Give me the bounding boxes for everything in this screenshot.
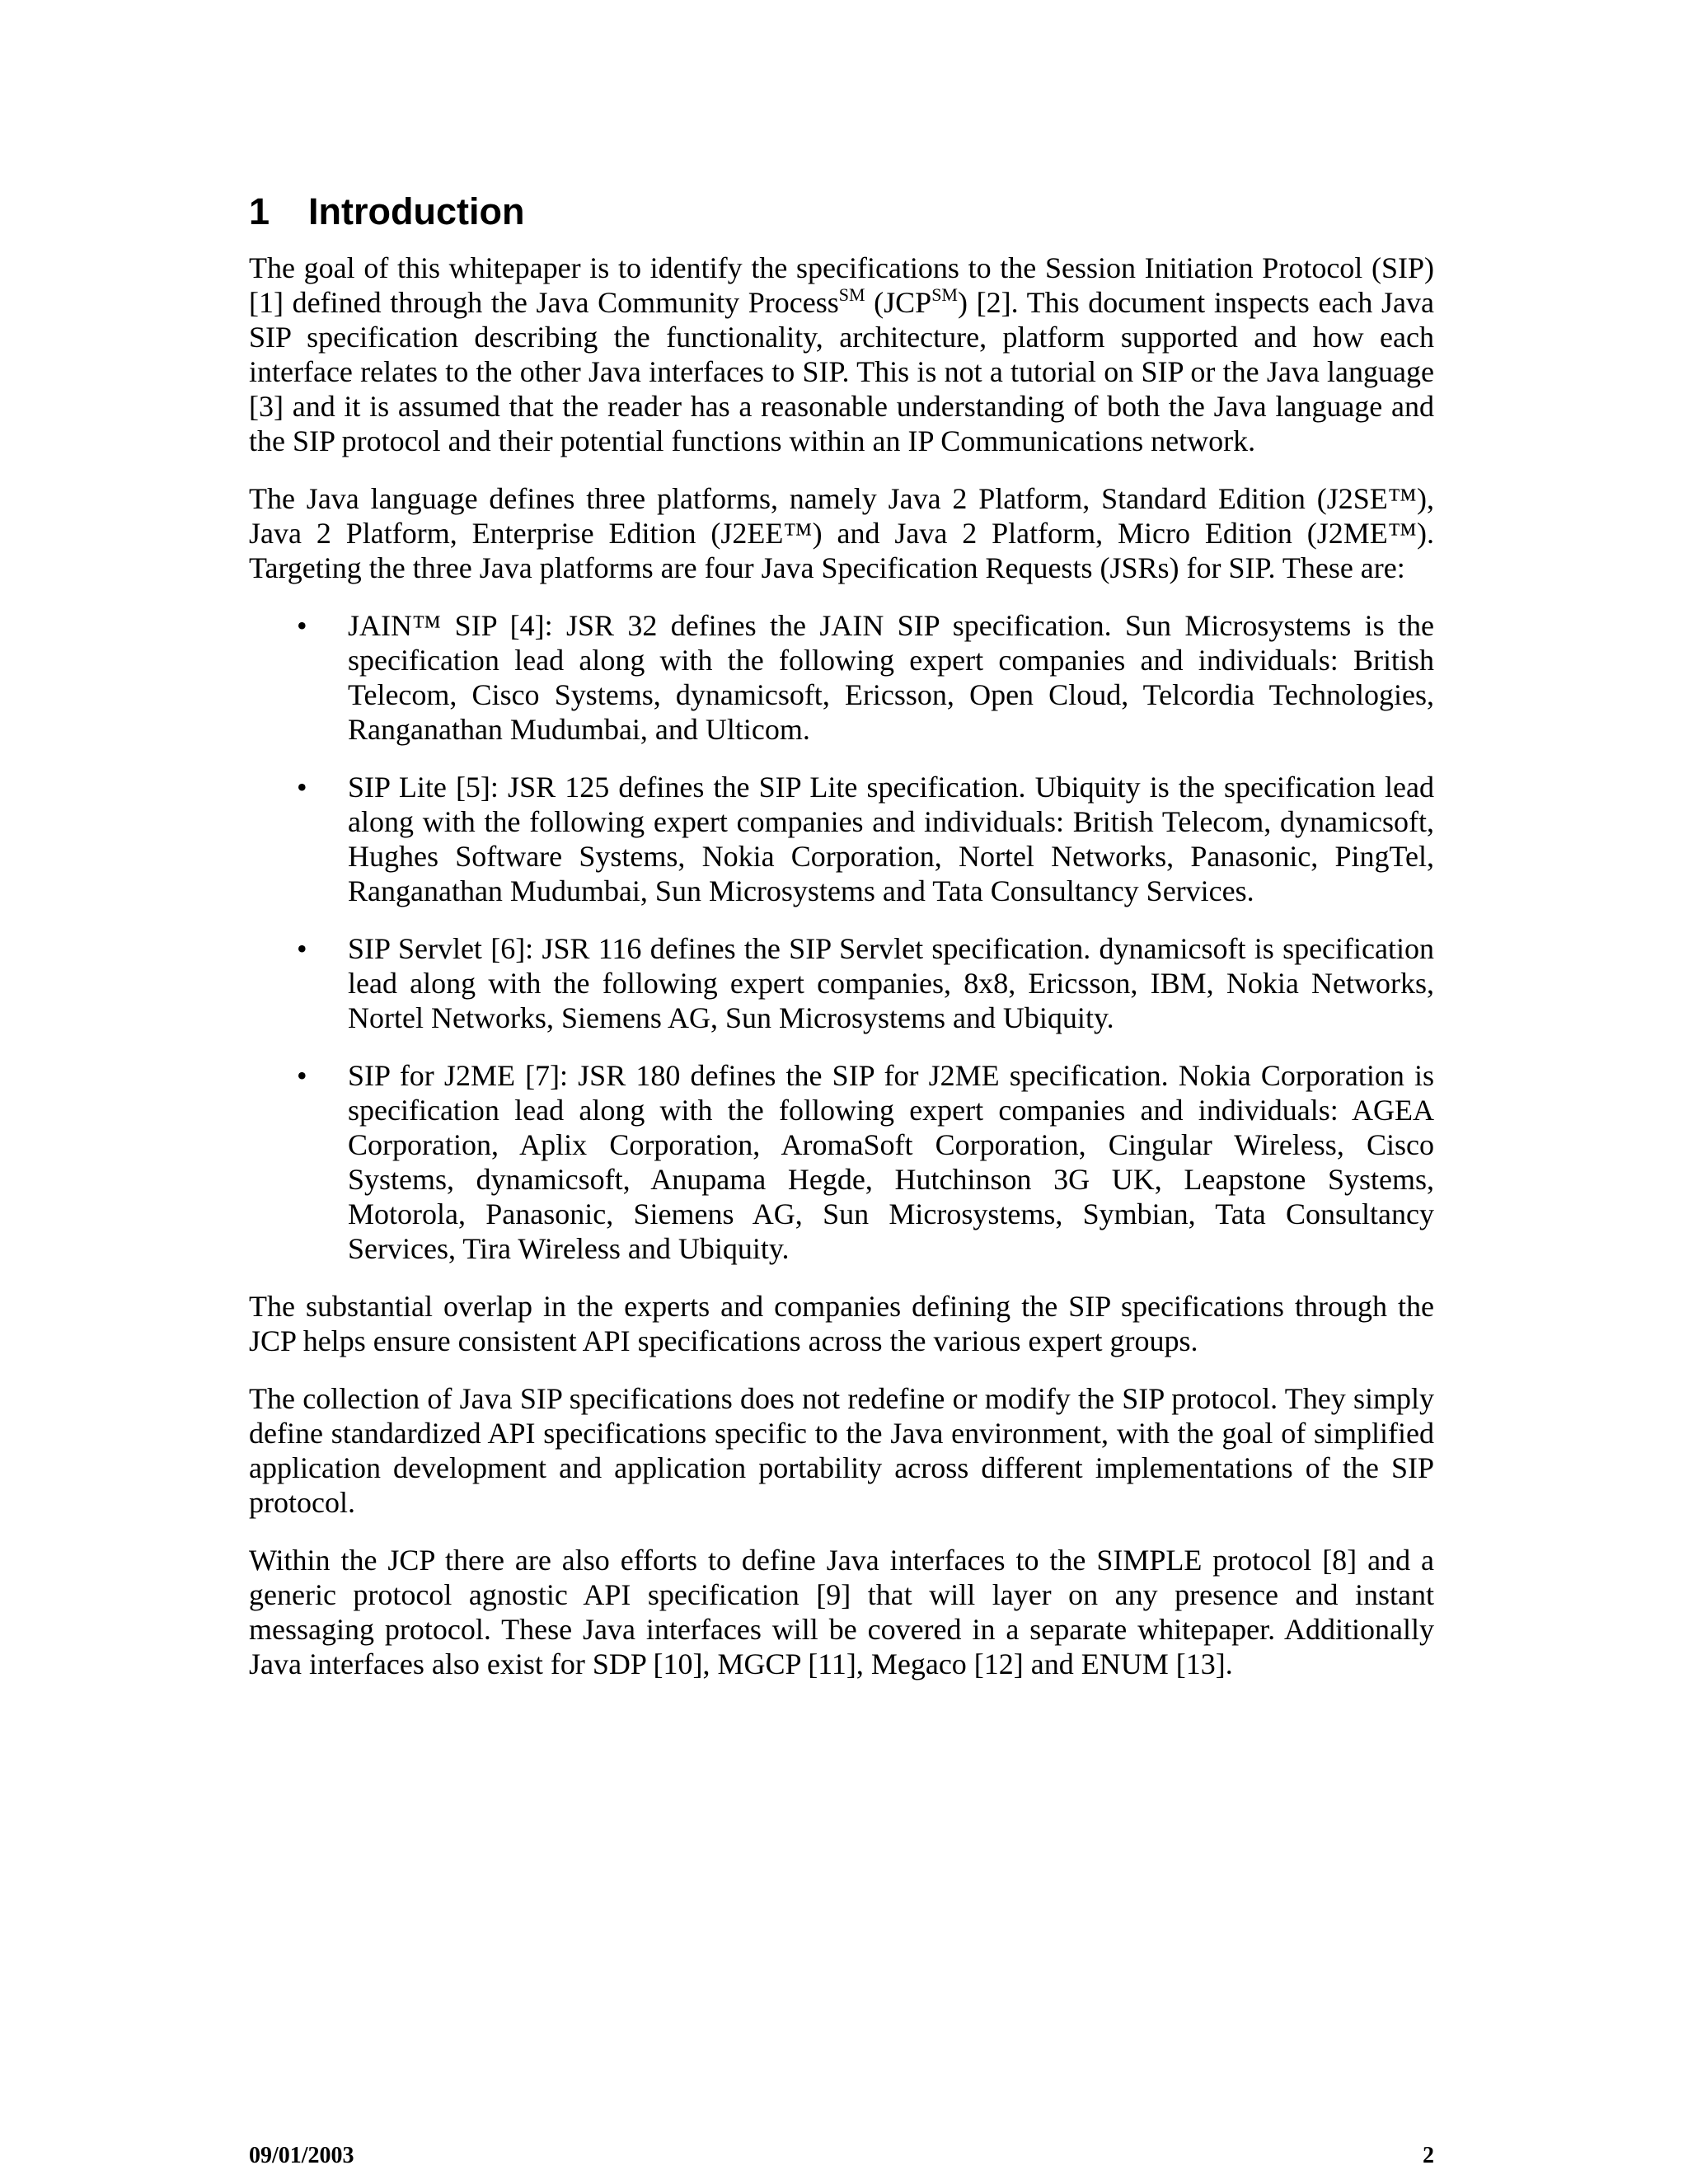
overlap-paragraph: The substantial overlap in the experts and companies defining the SIP specifications through the JCP helps ensure consistent API specifications across the various expert groups.: [249, 1290, 1434, 1357]
intro-text-1: The goal of this whitepaper is to identify the specifications to the Session Initiation Protocol (SIP) [1] defined through the Java Community Process: [249, 251, 1434, 319]
list-item-text: SIP Servlet [6]: JSR 116 defines the SIP Servlet specification. dynamicsoft is specification lead along with the following expert companies, 8x8, Ericsson, IBM, Nokia Networks, Nortel Networks, Siemens AG, Sun Microsystems and Ubiquity.: [348, 932, 1434, 1034]
list-item: [249, 608, 1434, 747]
jsr-list: [249, 608, 1434, 1266]
footer-date: 09/01/2003: [249, 2143, 354, 2168]
intro-text-2: (JCP: [865, 286, 932, 319]
collection-paragraph: The collection of Java SIP specifications does not redefine or modify the SIP protocol. They simply define standardized API specifications specific to the Java environment, with the goal of simplified application development and application portability across different implementations of the SIP protocol.: [249, 1382, 1434, 1519]
bullet-icon: •: [297, 609, 307, 642]
section-number: 1: [249, 190, 270, 232]
list-item: [249, 770, 1434, 908]
service-mark-2: SM: [931, 284, 958, 305]
platforms-paragraph: The Java language defines three platforms, namely Java 2 Platform, Standard Edition (J2SE™), Java 2 Platform, Enterprise Edition (J2EE™) and Java 2 Platform, Micro Edition (J2ME™). Targeting the three Java platforms are four Java Specification Requests (JSRs) for SIP. These are:: [249, 482, 1434, 584]
bullet-icon: •: [297, 771, 307, 804]
section-title: Introduction: [308, 190, 525, 232]
list-item-text: SIP Lite [5]: JSR 125 defines the SIP Lite specification. Ubiquity is the specification lead along with the following expert companies and individuals: British Telecom, dynamicsoft, Hughes Software Systems, Nokia Corporation, Nortel Networks, Panasonic, PingTel, Ranganathan Mudumbai, Sun Microsystems and Tata Consultancy Services.: [348, 771, 1434, 907]
intro-text-3: ) [2]. This document inspects each Java SIP specification describing the functionality, architecture, platform supported and how each interface relates to the other Java interfaces to SIP. This is not a tutorial on SIP or the Java language [3] and it is assumed that the reader has a reasonable understanding of both the Java language and the SIP protocol and their potential functions within an IP Communications network.: [249, 286, 1434, 457]
list-item: [249, 931, 1434, 1035]
service-mark-1: SM: [838, 284, 865, 305]
list-item: [249, 1058, 1434, 1266]
bullet-icon: •: [297, 1059, 307, 1092]
footer-page-number: 2: [1423, 2143, 1434, 2168]
within-jcp-paragraph: Within the JCP there are also efforts to define Java interfaces to the SIMPLE protocol [8] and a generic protocol agnostic API specification [9] that will layer on any presence and instant messaging protocol. These Java interfaces will be covered in a separate whitepaper. Additionally Java interfaces also exist for SDP [10], MGCP [11], Megaco [12] and ENUM [13].: [249, 1544, 1434, 1680]
list-item-text: JAIN™ SIP [4]: JSR 32 defines the JAIN SIP specification. Sun Microsystems is the specification lead along with the following expert companies and individuals: British Telecom, Cisco Systems, dynamicsoft, Ericsson, Open Cloud, Telcordia Technologies, Ranganathan Mudumbai, and Ulticom.: [348, 609, 1434, 746]
list-item-text: SIP for J2ME [7]: JSR 180 defines the SIP for J2ME specification. Nokia Corporation is specification lead along with the following expert companies and individuals: AGEA Corporation, Aplix Corporation, AromaSoft Corporation, Cingular Wireless, Cisco Systems, dynamicsoft, Anupama Hegde, Hutchinson 3G UK, Leapstone Systems, Motorola, Panasonic, Siemens AG, Sun Microsystems, Symbian, Tata Consultancy Services, Tira Wireless and Ubiquity.: [348, 1059, 1434, 1265]
section-heading: [249, 190, 1434, 234]
page-content: [249, 190, 1434, 1704]
intro-paragraph: [249, 251, 1434, 458]
bullet-icon: •: [297, 932, 307, 965]
